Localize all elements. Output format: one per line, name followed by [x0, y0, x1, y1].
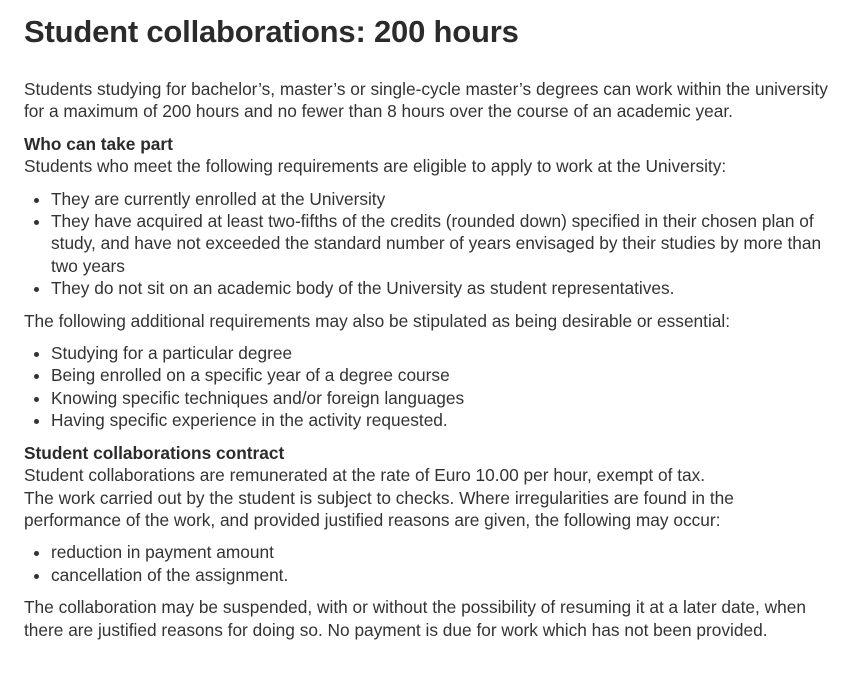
list-item: • Being enrolled on a specific year of a degree course — [51, 364, 831, 386]
consequences-list — [24, 541, 831, 586]
requirements-list — [24, 188, 831, 300]
list-item: • They do not sit on an academic body of the University as student representatives. — [51, 277, 831, 299]
list-item: • They are currently enrolled at the University — [51, 188, 831, 210]
suspension-paragraph: The collaboration may be suspended, with or without the possibility of resuming it at a later date, when there are justified reasons for doing so. No payment is due for work which has not been provided. — [24, 597, 806, 640]
additional-lead: The following additional requirements may also be stipulated as being desirable or essential: — [24, 310, 731, 331]
list-item: • They have acquired at least two-fifths of the credits (rounded down) specified in their chosen plan of study, and have not exceeded the standard number of years envisaged by their studies by more than two years — [51, 210, 831, 277]
contract-rate: Student collaborations are remunerated at the rate of Euro 10.00 per hour, exempt of tax. — [24, 465, 706, 486]
contract-heading: Student collaborations contract — [24, 442, 285, 463]
additional-requirements-list — [24, 342, 831, 432]
list-item: • Studying for a particular degree — [51, 342, 831, 364]
contract-checks: The work carried out by the student is subject to checks. Where irregularities are found in the performance of the work, and provided justified reasons are given, the following may occur: — [24, 487, 734, 530]
intro-paragraph: Students studying for bachelor’s, master’s or single-cycle master’s degrees can work within the university for a maximum of 200 hours and no fewer than 8 hours over the course of an academic year. — [24, 79, 828, 122]
list-item: • Knowing specific techniques and/or foreign languages — [51, 387, 831, 409]
who-lead: Students who meet the following requirements are eligible to apply to work at the University: — [24, 156, 727, 177]
list-item: • reduction in payment amount — [51, 541, 831, 563]
list-item: • Having specific experience in the activity requested. — [51, 409, 831, 431]
who-heading: Who can take part — [24, 133, 173, 154]
page-title: Student collaborations: 200 hours — [24, 14, 519, 49]
list-item: • cancellation of the assignment. — [51, 564, 831, 586]
